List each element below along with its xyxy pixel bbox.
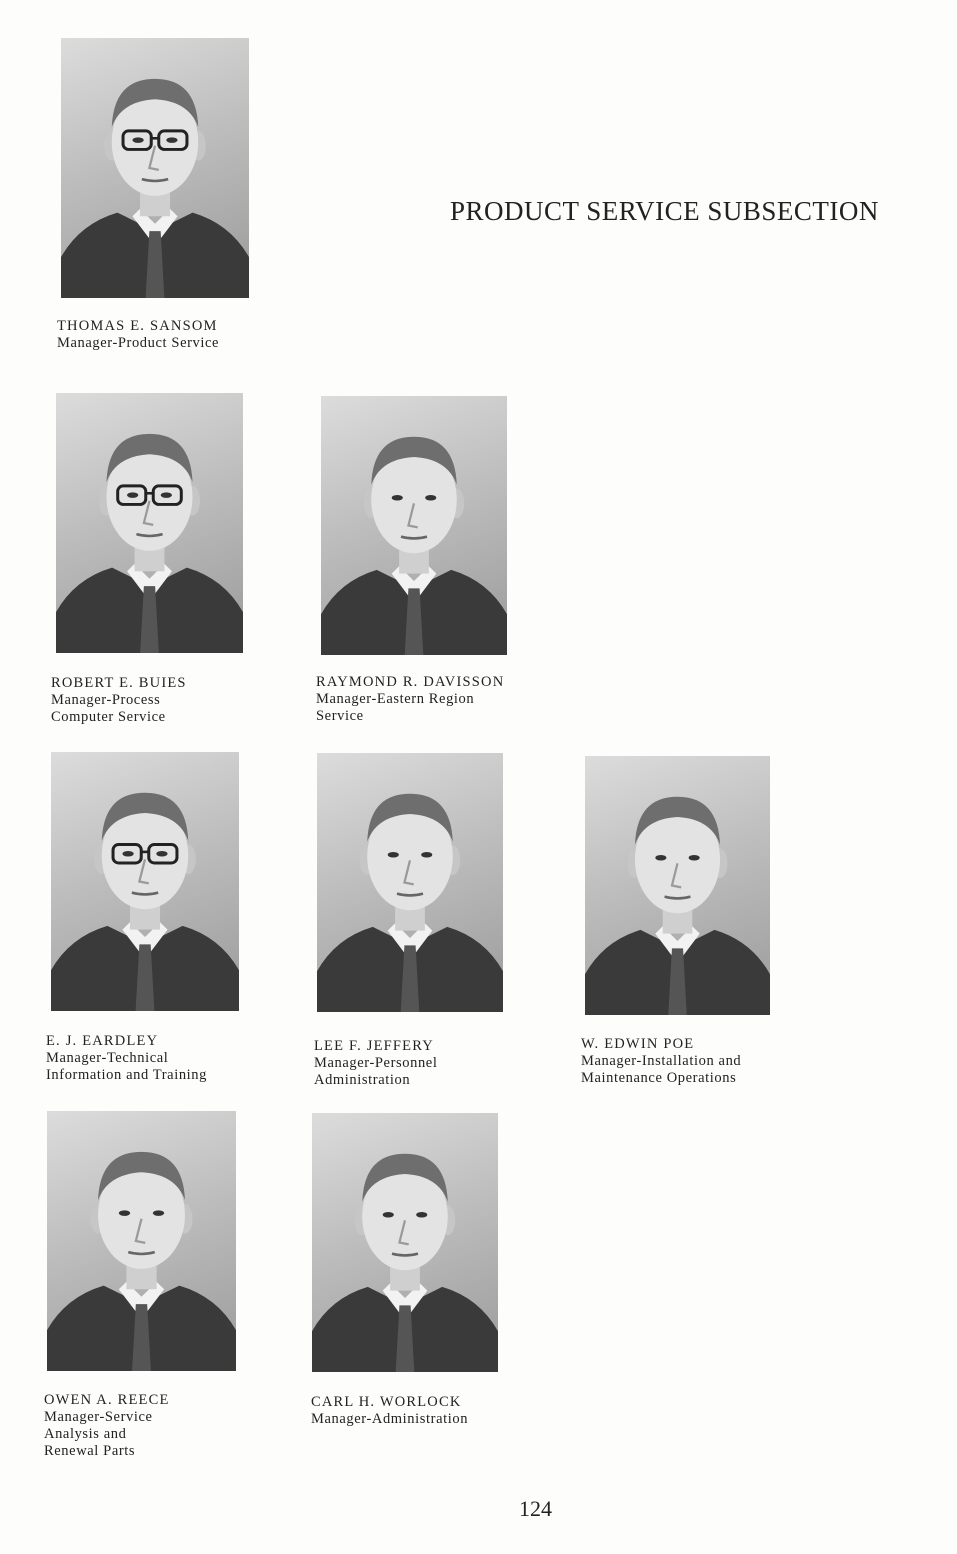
person-caption: [316, 674, 504, 725]
portrait-photo: [51, 752, 239, 1011]
portrait-figure: [317, 753, 503, 1012]
person-title-line: Administration: [314, 1072, 411, 1088]
person-title-line: Service: [316, 708, 364, 724]
person-title-line: Manager-Process: [51, 692, 161, 708]
page-number: 124: [519, 1496, 552, 1521]
portrait-figure: [585, 756, 770, 1015]
person-caption: [51, 675, 187, 726]
person-name: ROBERT E. BUIES: [51, 675, 187, 691]
person-name: OWEN A. REECE: [44, 1392, 170, 1408]
person-title-line: Manager-Product Service: [57, 335, 220, 351]
person-title-line: Manager-Installation and: [581, 1053, 742, 1069]
portrait-photo: [317, 753, 503, 1012]
person-name: E. J. EARDLEY: [46, 1033, 159, 1049]
portrait-figure: [51, 752, 239, 1011]
person-name: LEE F. JEFFERY: [314, 1038, 434, 1054]
portrait-photo: [47, 1111, 236, 1371]
eye-shape: [156, 851, 167, 857]
person-name: THOMAS E. SANSOM: [57, 318, 218, 334]
eye-shape: [127, 492, 138, 498]
portrait-photo: [585, 756, 770, 1015]
eye-shape: [166, 137, 177, 143]
person-name: W. EDWIN POE: [581, 1036, 695, 1052]
portrait-photo: [312, 1113, 498, 1372]
eye-shape: [161, 492, 172, 498]
portrait-photo: [56, 393, 243, 653]
person-title-line: Manager-Eastern Region: [316, 691, 475, 707]
eye-shape: [416, 1212, 427, 1218]
eye-shape: [153, 1210, 164, 1216]
portrait-figure: [321, 396, 507, 655]
person-title-line: Information and Training: [46, 1067, 207, 1083]
eye-shape: [122, 851, 133, 857]
person-title-line: Renewal Parts: [44, 1443, 136, 1459]
eye-shape: [425, 495, 436, 501]
eye-shape: [689, 855, 700, 861]
portrait-figure: [56, 393, 243, 653]
person-caption: [314, 1038, 437, 1089]
person-caption: [46, 1033, 207, 1084]
page-heading: PRODUCT SERVICE SUBSECTION: [450, 196, 879, 226]
portrait-figure: [47, 1111, 236, 1371]
portrait-figure: [61, 38, 249, 298]
portrait-figure: [312, 1113, 498, 1372]
eye-shape: [388, 852, 399, 858]
person-name: RAYMOND R. DAVISSON: [316, 674, 505, 690]
eye-shape: [421, 852, 432, 858]
eye-shape: [132, 137, 143, 143]
portrait-photo: [61, 38, 249, 298]
person-title-line: Computer Service: [51, 709, 166, 725]
eye-shape: [383, 1212, 394, 1218]
portrait-photo: [321, 396, 507, 655]
eye-shape: [655, 855, 666, 861]
person-title-line: Manager-Technical: [46, 1050, 169, 1066]
person-title-line: Manager-Service: [44, 1409, 153, 1425]
person-caption: [311, 1394, 468, 1428]
person-caption: [44, 1392, 170, 1460]
eye-shape: [119, 1210, 130, 1216]
person-caption: [581, 1036, 741, 1087]
person-title-line: Maintenance Operations: [581, 1070, 737, 1086]
person-title-line: Manager-Personnel: [314, 1055, 438, 1071]
person-title-line: Manager-Administration: [311, 1411, 469, 1427]
person-title-line: Analysis and: [44, 1426, 127, 1442]
person-name: CARL H. WORLOCK: [311, 1394, 462, 1410]
person-caption: [57, 318, 219, 352]
eye-shape: [392, 495, 403, 501]
